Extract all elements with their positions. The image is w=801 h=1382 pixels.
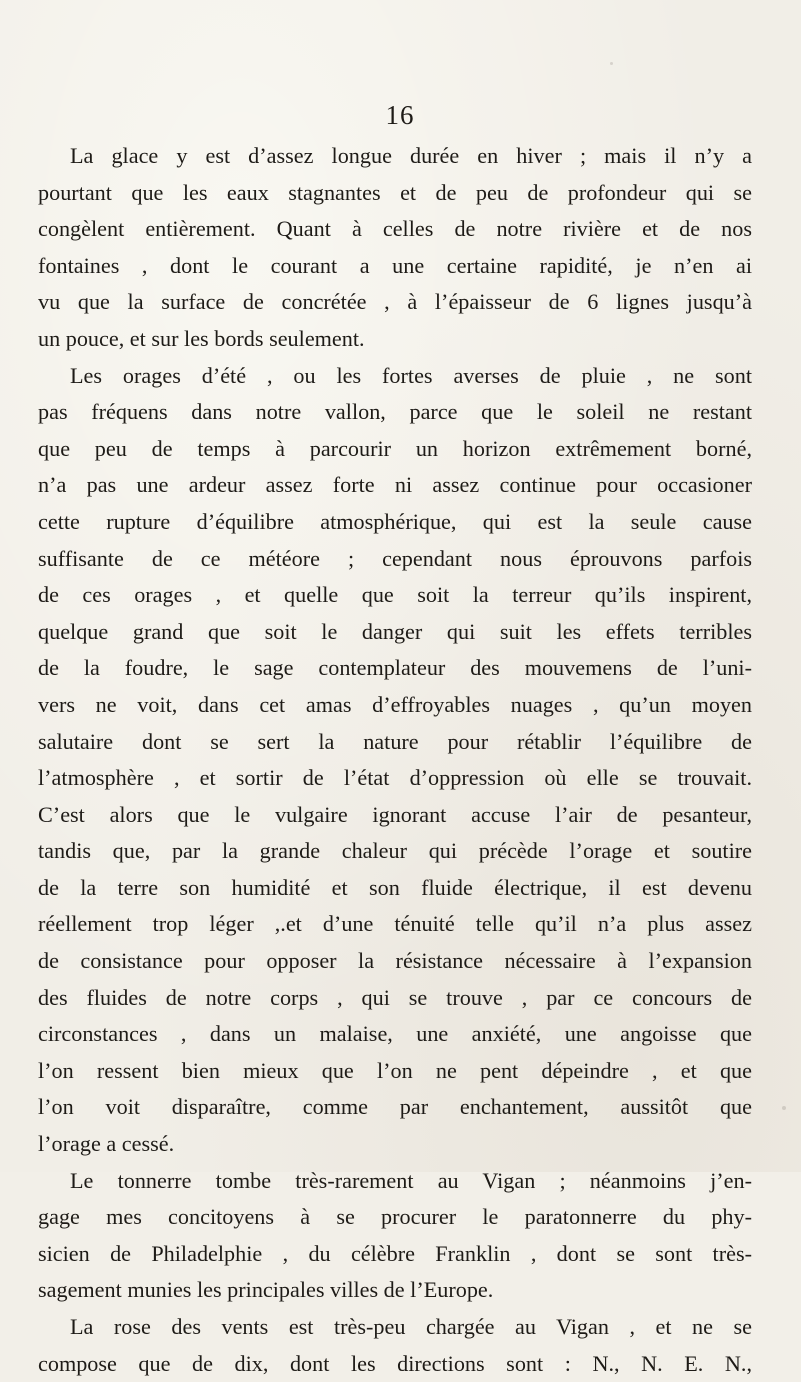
text-line: La glace y est d’assez longue durée en hiver ; mais il n’y a [70, 143, 752, 168]
text-line: l’atmosphère , et sortir de l’état d’oppression où elle se trouvait. [38, 765, 752, 791]
text-line: un pouce, et sur les bords seulement. [38, 325, 365, 351]
text-line: gage mes concitoyens à se procurer le paratonnerre du phy- [38, 1204, 752, 1230]
text-line: de la foudre, le sage contemplateur des mouvemens de l’uni- [38, 655, 752, 681]
text-line: de la terre son humidité et son fluide électrique, il est devenu [38, 874, 752, 900]
text-line: salutaire dont se sert la nature pour rétablir l’équilibre de [38, 728, 752, 754]
text-line: tandis que, par la grande chaleur qui précède l’orage et soutire [38, 838, 752, 864]
text-line: de ces orages , et quelle que soit la terreur qu’ils inspirent, [38, 582, 752, 608]
text-line: compose que de dix, dont les directions sont : N., N. E. N., [38, 1350, 752, 1376]
text-line: C’est alors que le vulgaire ignorant accuse l’air de pesanteur, [38, 801, 752, 827]
text-line: quelque grand que soit le danger qui suit les effets terribles [38, 618, 752, 644]
text-line: l’on ressent bien mieux que l’on ne pent dépeindre , et que [38, 1057, 752, 1083]
text-line: sagement munies les principales villes de l’Europe. [38, 1277, 494, 1303]
text-line: vu que la surface de concrétée , à l’épaisseur de 6 lignes jusqu’à [38, 289, 752, 315]
text-line: Les orages d’été , ou les fortes averses de pluie , ne sont [70, 362, 752, 388]
text-line: l’on voit disparaître, comme par enchantement, aussitôt que [38, 1094, 752, 1120]
text-line: cette rupture d’équilibre atmosphérique, qui est la seule cause [38, 508, 752, 534]
paper-speck [782, 1106, 786, 1110]
text-line: sicien de Philadelphie , du célèbre Franklin , dont se sont très- [38, 1240, 752, 1266]
text-line: réellement trop léger ,.et d’une ténuité telle qu’il n’a plus assez [38, 911, 752, 937]
paper-speck [610, 62, 613, 65]
text-line: Le tonnerre tombe très-rarement au Vigan ; néanmoins j’en- [70, 1167, 752, 1193]
body-text [38, 138, 752, 1382]
text-line: de consistance pour opposer la résistance nécessaire à l’expansion [38, 948, 752, 974]
text-line: n’a pas une ardeur assez forte ni assez continue pour occasioner [38, 472, 752, 498]
text-line: pourtant que les eaux stagnantes et de peu de profondeur qui se [38, 179, 752, 205]
text-line: vers ne voit, dans cet amas d’effroyables nuages , qu’un moyen [38, 691, 752, 717]
text-line: suffisante de ce météore ; cependant nous éprouvons parfois [38, 545, 752, 571]
text-line: des fluides de notre corps , qui se trouve , par ce concours de [38, 984, 752, 1010]
text-line: l’orage a cessé. [38, 1131, 175, 1157]
text-line: pas fréquens dans notre vallon, parce que le soleil ne restant [38, 399, 752, 425]
text-line: circonstances , dans un malaise, une anxiété, une angoisse que [38, 1021, 752, 1047]
text-line: congèlent entièrement. Quant à celles de notre rivière et de nos [38, 216, 752, 242]
text-line: La rose des vents est très-peu chargée au Vigan , et ne se [70, 1314, 752, 1339]
text-line: fontaines , dont le courant a une certaine rapidité, je n’en ai [38, 252, 752, 278]
page-number: 16 [385, 100, 415, 130]
text-line: que peu de temps à parcourir un horizon extrêmement borné, [38, 435, 752, 461]
